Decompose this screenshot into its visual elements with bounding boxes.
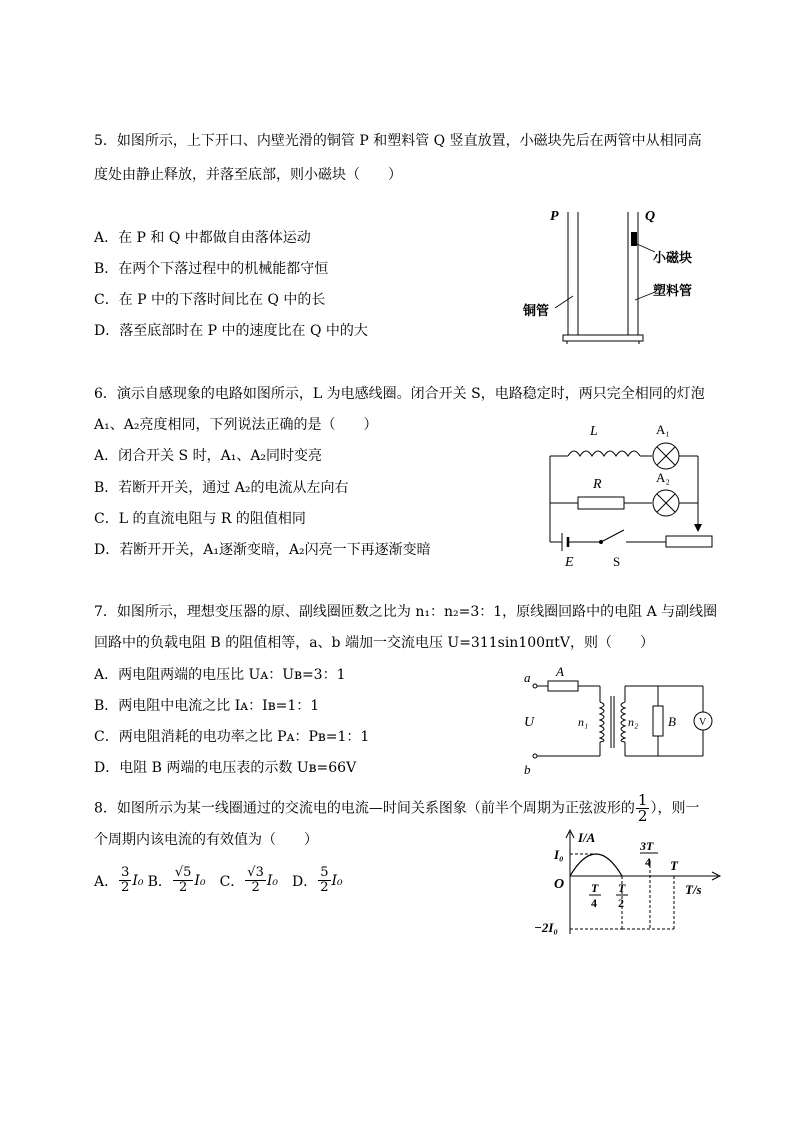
tick-t2-n: T: [618, 881, 626, 895]
q8-option-c-suffix: I₀: [266, 872, 279, 889]
q8-stem-line1-b: ），则一: [650, 800, 700, 817]
q6-option-b: B．若断开开关，通过 A₂的电流从左向右: [94, 480, 349, 496]
q6-option-d: D．若断开开关，A₁逐渐变暗，A₂闪亮一下再逐渐变暗: [94, 542, 431, 558]
q8-option-a-suffix: I₀: [132, 872, 144, 889]
label-v: V: [699, 717, 707, 728]
q6-stem-line2: A₁、A₂亮度相同，下列说法正确的是（ ）: [94, 417, 378, 433]
origin-label: O: [554, 877, 565, 892]
label-resistor-b: B: [668, 714, 676, 729]
q8-option-c-prefix: C．: [219, 873, 245, 890]
q8-option-b-prefix: B．: [147, 873, 172, 890]
resistor-a: [548, 681, 578, 691]
q7-option-d: D．电阻 B 两端的电压表的示数 Uʙ=66V: [94, 760, 357, 776]
tick-t34-n: 3T: [640, 839, 654, 853]
label-a2: A₂: [656, 470, 670, 485]
label-a: a: [524, 670, 531, 685]
q8-option-b-suffix: I₀: [194, 872, 206, 889]
label-a1: A₁: [656, 422, 670, 437]
q5-option-d: D．落至底部时在 P 中的速度比在 Q 中的大: [94, 323, 368, 339]
q8-stem-line2: 个周期内该电流的有效值为（ ）: [94, 832, 318, 848]
q7-stem-line2: 回路中的负载电阻 B 的阻值相等，a、b 端加一交流电压 U=311sin100πtV，则（ ）: [94, 635, 654, 651]
label-r: R: [593, 477, 602, 492]
q6-circuit-figure: [520, 418, 720, 570]
neg-2i0-label: −2I₀: [534, 920, 558, 935]
q8-option-d-prefix: D．: [292, 873, 318, 890]
y-axis-label: I/A: [578, 830, 596, 845]
q5-option-c: C．在 P 中的下落时间比在 Q 中的长: [94, 292, 326, 308]
tick-t4-d: 4: [591, 896, 597, 910]
q6-option-a: A．闭合开关 S 时，A₁、A₂同时变亮: [94, 448, 323, 464]
q7-transformer-figure: [518, 662, 738, 777]
q5-stem-line1: 5．如图所示，上下开口、内壁光滑的铜管 P 和塑料管 Q 竖直放置，小磁块先后在两管中从相同高: [94, 133, 702, 149]
resistor-r: [578, 497, 624, 509]
label-e: E: [565, 555, 574, 570]
q8-option-a-prefix: A．: [94, 873, 119, 890]
q7-stem-line1: 7．如图所示，理想变压器的原、副线圈匝数之比为 n₁：n₂=3：1，原线圈回路中的电阻 A 与副线圈: [94, 604, 718, 620]
q7-option-b: B．两电阻中电流之比 Iᴀ：Iʙ=1：1: [94, 698, 320, 714]
q8-option-c-frac: $\frac{√3}{2}$: [247, 865, 264, 895]
magnet-block: [631, 232, 637, 246]
resistor-b: [653, 706, 663, 736]
half-sine-wave: [570, 854, 622, 876]
rheostat: [666, 536, 712, 547]
label-magnet: 小磁块: [653, 250, 693, 265]
q8-current-graph: [530, 826, 730, 938]
q8-option-d-frac: $\frac{5}{2}$: [320, 865, 329, 895]
tick-t2-d: 2: [618, 896, 624, 910]
q8-option-b-frac: $\frac{√5}{2}$: [174, 865, 192, 895]
q7-option-a: A．两电阻两端的电压比 Uᴀ：Uʙ=3：1: [94, 667, 346, 683]
q8-stem-line1: [94, 793, 699, 824]
q6-option-c: C．L 的直流电阻与 R 的阻值相同: [94, 511, 306, 527]
q8-half-fraction: $\frac{1}{2}$: [637, 791, 648, 825]
label-l: L: [590, 424, 598, 439]
i0-label: I₀: [554, 847, 564, 862]
label-s: S: [613, 554, 621, 569]
q8-option-d-suffix: I₀: [331, 872, 343, 889]
q8-option-a-frac: $\frac{3}{2}$: [121, 865, 130, 895]
q8-stem-line1-a: 8．如图所示为某一线圈通过的交流电的电流—时间关系图象（前半个周期为正弦波形的: [94, 800, 635, 817]
label-q: Q: [645, 209, 656, 224]
x-axis-label: T/s: [685, 882, 702, 897]
label-resistor-a: A: [556, 664, 564, 679]
q5-stem-line2: 度处由静止释放，并落至底部，则小磁块（ ）: [94, 167, 402, 183]
q5-option-b: B．在两个下落过程中的机械能都守恒: [94, 261, 329, 277]
q5-option-a: A．在 P 和 Q 中都做自由落体运动: [94, 230, 311, 246]
label-n2: n₂: [628, 715, 639, 729]
label-plastic: 塑料管: [653, 283, 693, 298]
label-copper: 铜管: [523, 303, 550, 318]
q6-stem-line1: 6．演示自感现象的电路如图所示，L 为电感线圈。闭合开关 S，电路稳定时，两只完全相同的灯泡: [94, 386, 705, 402]
q7-option-c: C．两电阻消耗的电功率之比 Pᴀ：Pʙ=1：1: [94, 729, 370, 745]
q5-tubes-figure: [515, 200, 715, 350]
tick-t34-d: 4: [645, 855, 651, 869]
q8-options: [94, 866, 343, 895]
label-n1: n₁: [578, 715, 589, 729]
label-u: U: [524, 715, 535, 730]
tick-t4-n: T: [591, 881, 599, 895]
label-p: P: [550, 209, 559, 224]
tick-t: T: [670, 858, 678, 873]
label-b: b: [524, 762, 531, 777]
